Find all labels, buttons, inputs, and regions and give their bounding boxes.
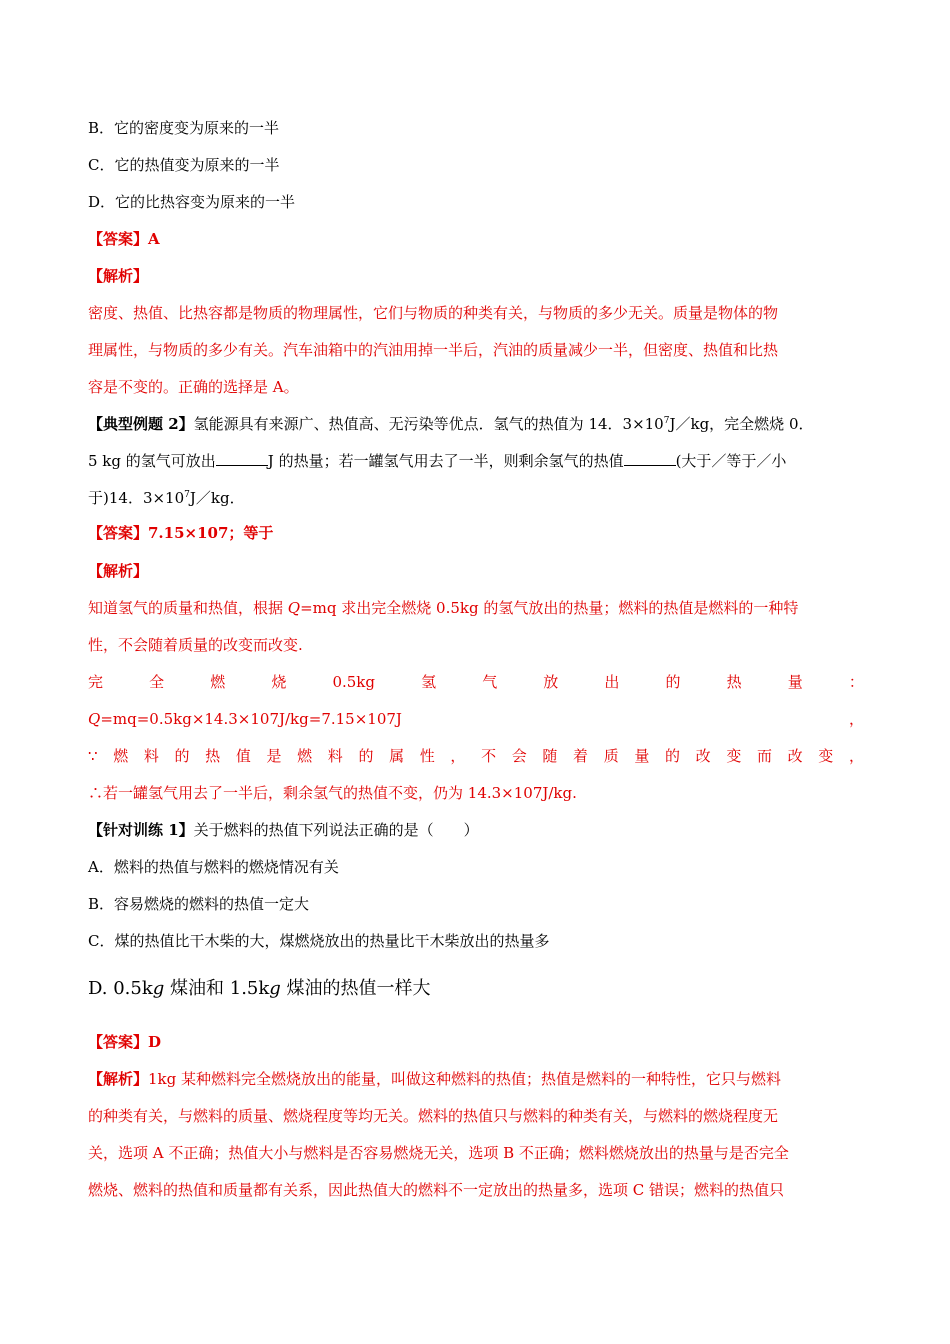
analysis-1-line: 密度、热值、比热容都是物质的物理属性，它们与物质的种类有关，与物质的多少无关。质量是物体的物 — [88, 304, 779, 322]
spread-word: 料 — [143, 747, 159, 765]
example-2-text: J／kg． — [189, 489, 245, 507]
analysis-2-line4 — [88, 709, 864, 729]
spread-word: 的 — [358, 747, 374, 765]
analysis-2-label: 【解析】 — [88, 562, 149, 580]
spread-word: 性 — [419, 747, 435, 765]
analysis-1-line: 理属性，与物质的多少有关。汽车油箱中的汽油用掉一半后，汽油的质量减少一半，但密度、热值和比热 — [88, 341, 779, 359]
spread-word: 烧 — [271, 673, 287, 691]
analysis-2-line3 — [88, 672, 864, 692]
spread-word: 着 — [573, 747, 589, 765]
example-2-tag: 【典型例题 2】 — [88, 415, 194, 433]
training-1-tag: 【针对训练 1】 — [88, 821, 194, 839]
analysis-2-line1 — [88, 598, 864, 618]
example-2-text: (大于／等于／小 — [675, 452, 787, 470]
spread-word: 是 — [266, 747, 282, 765]
option-b: B．它的密度变为原来的一半 — [88, 119, 280, 137]
spread-word: 属 — [389, 747, 405, 765]
spread-word: 改 — [787, 747, 803, 765]
analysis-text: 知道氢气的质量和热值，根据 — [88, 599, 288, 617]
exponent: 7 — [663, 416, 670, 426]
unit-g: g — [269, 978, 281, 999]
question-text: 关于燃料的热值下列说法正确的是（ ） — [193, 821, 479, 839]
spread-word: 值 — [235, 747, 251, 765]
symbol-q: Q — [88, 710, 101, 728]
spread-word: ， — [848, 747, 864, 765]
analysis-3-label: 【解析】 — [88, 1070, 149, 1088]
example-2-line1 — [88, 414, 864, 434]
example-2-text: 5 kg 的氢气可放出 — [88, 452, 216, 470]
spread-word: 改 — [695, 747, 711, 765]
training-option-d — [88, 979, 864, 999]
spread-word: 燃 — [297, 747, 313, 765]
spread-word: 全 — [149, 673, 165, 691]
analysis-3-line: 燃烧、燃料的热值和质量都有关系，因此热值大的燃料不一定放出的热量多，选项 C 错误；燃料的热值只 — [88, 1181, 785, 1199]
training-option-a: A．燃料的热值与燃料的燃烧情况有关 — [88, 858, 339, 876]
example-2-text: J／kg，完全燃烧 0． — [669, 415, 814, 433]
example-2-line2 — [88, 451, 864, 471]
formula-text: =mq=0.5kg×14.3×107J/kg=7.15×107J — [100, 710, 402, 728]
spread-word: 热 — [726, 673, 742, 691]
formula-end: ， — [848, 710, 864, 728]
exponent: 7 — [184, 490, 190, 500]
spread-word: 不 — [481, 747, 497, 765]
analysis-text: =mq 求出完全燃烧 0.5kg 的氢气放出的热量；燃料的热值是燃料的一种特 — [300, 599, 799, 617]
spread-word: 完 — [88, 673, 104, 691]
spread-word: 氢 — [421, 673, 437, 691]
analysis-2-line5 — [88, 746, 864, 766]
spread-word: 放 — [543, 673, 559, 691]
analysis-3-line1 — [88, 1069, 864, 1089]
analysis-2-line6: ∴若一罐氢气用去了一半后，剩余氢气的热值不变，仍为 14.3×107J/kg. — [88, 784, 577, 802]
answer-blank-2[interactable] — [624, 451, 676, 466]
spread-word: 料 — [327, 747, 343, 765]
example-2-line3 — [88, 488, 864, 508]
answer-blank-1[interactable] — [216, 451, 268, 466]
spread-word: 而 — [756, 747, 772, 765]
answer-3: 【答案】D — [88, 1033, 162, 1051]
spread-word: 质 — [603, 747, 619, 765]
example-2-text: 氢能源具有来源广、热值高、无污染等优点．氢气的热值为 14．3×10 — [193, 415, 664, 433]
training-option-c: C．煤的热值比干木柴的大，煤燃烧放出的热量比干木柴放出的热量多 — [88, 932, 550, 950]
spread-word: 随 — [542, 747, 558, 765]
analysis-1-line: 容是不变的。正确的选择是 A。 — [88, 378, 299, 396]
analysis-text: 1kg 某种燃料完全燃烧放出的能量，叫做这种燃料的热值；热值是燃料的一种特性，它只与燃料 — [148, 1070, 782, 1088]
spread-word: 燃 — [210, 673, 226, 691]
spread-word: 量 — [787, 673, 803, 691]
option-d-text: 煤油的热值一样大 — [280, 978, 431, 999]
spread-word: 的 — [665, 673, 681, 691]
training-1-question — [88, 820, 864, 840]
option-d-text: D. 0.5k — [88, 978, 153, 999]
option-d-text: 煤油和 1.5k — [164, 978, 270, 999]
unit-g: g — [152, 978, 165, 999]
spread-word: 热 — [205, 747, 221, 765]
spread-word: 气 — [482, 673, 498, 691]
spread-word: ∵ — [88, 747, 98, 765]
analysis-3-line: 关，选项 A 不正确；热值大小与燃料是否容易燃烧无关，选项 B 不正确；燃料燃烧放出的热量与是否完全 — [88, 1144, 789, 1162]
spread-word: ： — [848, 673, 864, 691]
training-option-b: B．容易燃烧的燃料的热值一定大 — [88, 895, 310, 913]
spread-word: 变 — [726, 747, 742, 765]
spread-word: 会 — [511, 747, 527, 765]
analysis-3-line: 的种类有关，与燃料的质量、燃烧程度等均无关。燃料的热值只与燃料的种类有关，与燃料的燃烧程度无 — [88, 1107, 779, 1125]
answer-2: 【答案】7.15×107；等于 — [88, 524, 274, 542]
example-2-text: 于)14．3×10 — [88, 489, 185, 507]
analysis-1-label: 【解析】 — [88, 267, 149, 285]
symbol-q: Q — [287, 599, 301, 617]
spread-word: 变 — [818, 747, 834, 765]
spread-word: 0.5kg — [332, 673, 375, 691]
answer-1: 【答案】A — [88, 230, 160, 248]
analysis-2-line2: 性，不会随着质量的改变而改变. — [88, 636, 303, 654]
formula — [88, 709, 402, 729]
option-d: D．它的比热容变为原来的一半 — [88, 193, 296, 211]
example-2-text: J 的热量；若一罐氢气用去了一半，则剩余氢气的热值 — [267, 452, 624, 470]
option-c: C．它的热值变为原来的一半 — [88, 156, 280, 174]
spread-word: 的 — [665, 747, 681, 765]
spread-word: 出 — [604, 673, 620, 691]
spread-word: 燃 — [113, 747, 129, 765]
spread-word: 的 — [174, 747, 190, 765]
spread-word: 量 — [634, 747, 650, 765]
spread-word: ， — [450, 747, 466, 765]
